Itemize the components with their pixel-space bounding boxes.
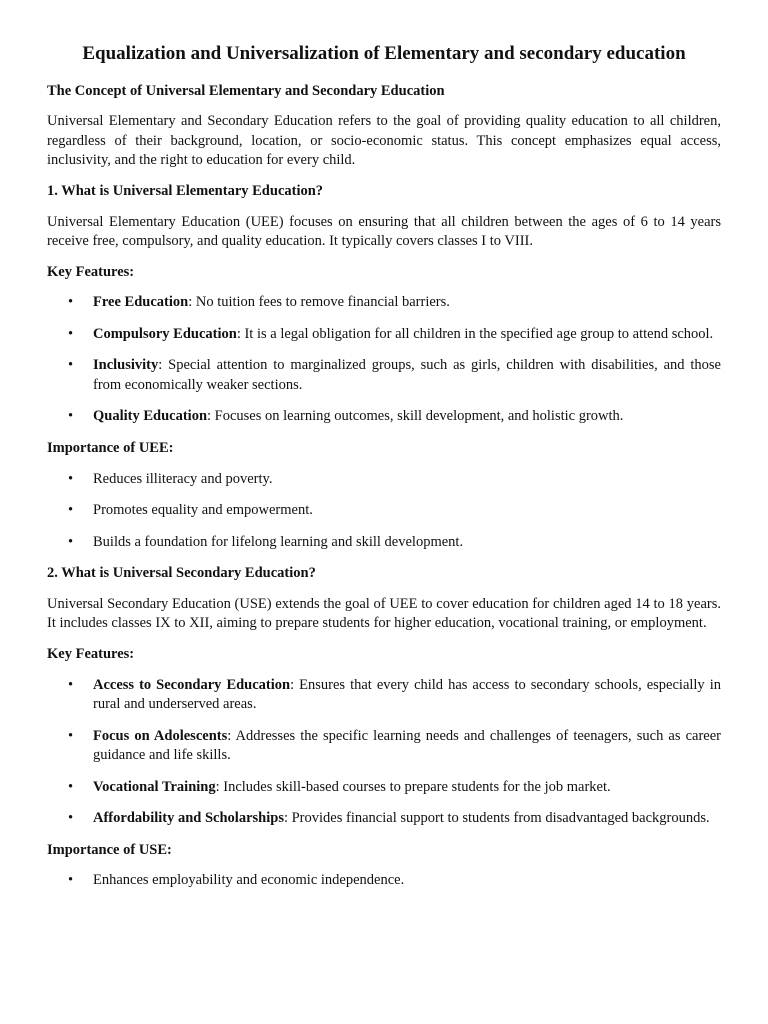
list-item [47,676,721,715]
uee-importance-list [47,470,721,553]
feature-text: : Includes skill-based courses to prepare students for the job market. [215,778,611,795]
use-importance-heading: Importance of USE: [47,841,172,858]
uee-heading: 1. What is Universal Elementary Education? [47,182,324,199]
use-paragraph: Universal Secondary Education (USE) extends the goal of UEE to cover education for children aged 14 to 18 years. It includes classes IX to XII, aiming to prepare students for higher education, vocational training, or employment. [47,595,721,632]
list-item [47,809,721,829]
feature-term: Inclusivity [93,357,159,374]
feature-text: : It is a legal obligation for all children in the specified age group to attend school. [236,325,714,342]
use-heading: 2. What is Universal Secondary Education? [47,565,316,582]
list-item [47,356,721,395]
document-title: Equalization and Universalization of Elementary and secondary education [82,43,686,64]
feature-text: : Focuses on learning outcomes, skill development, and holistic growth. [207,408,624,425]
feature-term: Vocational Training [93,778,216,795]
list-item [47,407,721,427]
feature-term: Quality Education [93,408,208,425]
use-importance-list [47,871,721,891]
list-item [47,727,721,766]
feature-text: : Provides financial support to students from disadvantaged backgrounds. [283,810,710,827]
uee-paragraph: Universal Elementary Education (UEE) focuses on ensuring that all children between the ages of 6 to 14 years receive free, compulsory, and quality education. It typically covers classes I to VIII. [47,213,721,250]
uee-importance-heading: Importance of UEE: [47,440,174,456]
feature-text: : Addresses the specific learning needs and challenges of teenagers, such as career guidance and life skills. [93,727,721,764]
uee-features-list [47,293,721,427]
feature-term: Affordability and Scholarships [93,810,284,827]
feature-term: Free Education [93,294,189,311]
list-item [47,778,721,798]
list-item: • Promotes equality and empowerment. [47,501,721,521]
feature-text: : Special attention to marginalized groups, such as girls, children with disabilities, and those from economically weaker sections. [93,357,721,393]
concept-heading: The Concept of Universal Elementary and Secondary Education [47,82,445,99]
list-item: • Builds a foundation for lifelong learning and skill development. [47,533,721,553]
list-item [47,293,721,313]
list-item: • Reduces illiteracy and poverty. [47,470,721,490]
feature-term: Access to Secondary Education [93,676,291,693]
list-item [47,325,721,345]
use-features-heading: Key Features: [47,645,135,662]
feature-text: : Ensures that every child has access to secondary schools, especially in rural and underserved areas. [93,676,721,713]
feature-term: Focus on Adolescents [93,727,228,744]
use-features-list [47,676,721,829]
uee-features-heading: Key Features: [47,263,135,280]
feature-text: : No tuition fees to remove financial barriers. [188,294,450,311]
concept-paragraph: Universal Elementary and Secondary Education refers to the goal of providing quality education to all children, regardless of their background, location, or socio-economic status. This concept emphasizes equal access, inclusivity, and the right to education for every child. [47,113,721,169]
list-item: • Enhances employability and economic independence. [47,871,721,891]
feature-term: Compulsory Education [93,325,237,342]
